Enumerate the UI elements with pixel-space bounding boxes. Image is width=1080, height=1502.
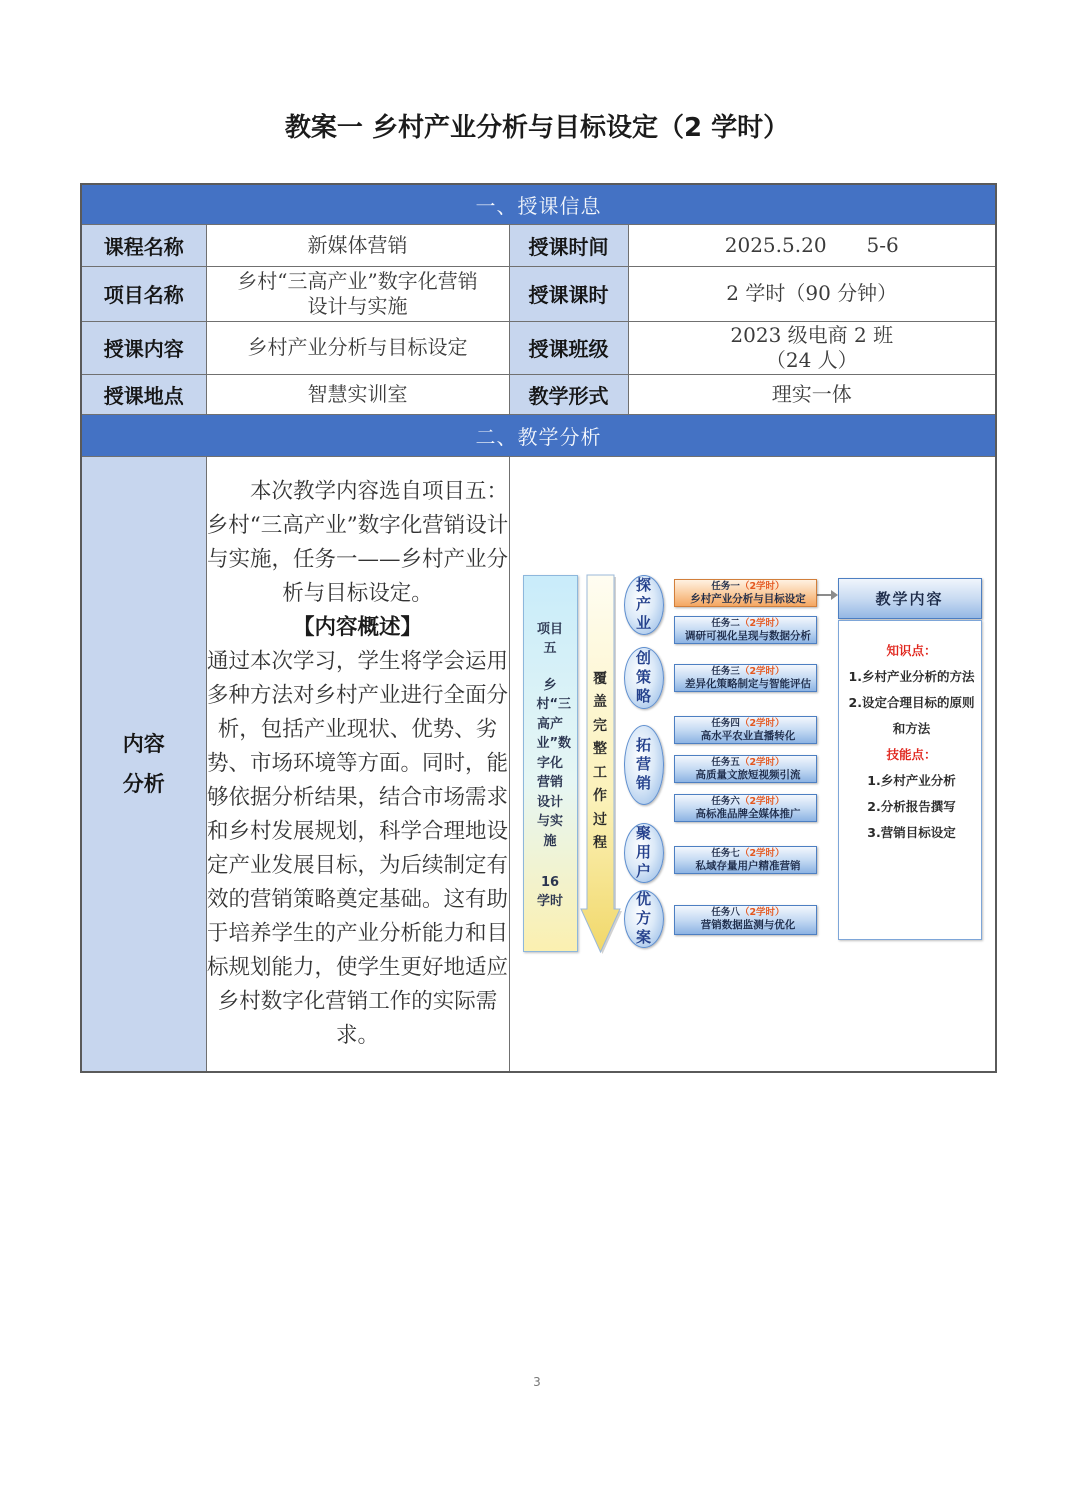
task-1-hours: （2学时） [739,580,785,592]
project-code-block [524,620,577,659]
task-3-hours: （2学时） [739,665,785,677]
location-value: 智慧实训室 [206,374,509,414]
course-name-value: 新媒体营销 [206,224,509,266]
time-label: 授课时间 [509,224,628,266]
task-2-hours: （2学时） [739,617,785,629]
phase-oval-5 [624,890,664,948]
knowledge-heading: 知识点： [886,642,937,658]
project-name-value: 乡村“三高产业”数字化营销 设计与实施 [206,266,509,321]
task-structure-diagram-cell [509,456,996,1072]
time-value: 2025.5.20 5-6 [628,224,996,266]
task-2-label: 任务二 [711,617,740,629]
project-code: 项目五 [536,621,563,656]
task-5-hours: （2学时） [739,756,785,768]
task-4-label: 任务四 [711,717,740,729]
task-box-5 [674,755,817,783]
phase-oval-2 [624,647,664,709]
info-row-course [81,224,996,266]
class-value: 2023 级电商 2 班 （24 人） [628,321,996,374]
section-header-teaching-info: 一、授课信息 [81,184,996,224]
location-label: 授课地点 [81,374,206,414]
skill-item: 2.分析报告撰写 [867,798,956,814]
skill-item: 1.乡村产业分析 [867,772,956,788]
task-box-1 [674,579,817,607]
content-value: 乡村产业分析与目标设定 [206,321,509,374]
course-name-label: 课程名称 [81,224,206,266]
page-number: 3 [533,1375,541,1389]
task-structure-diagram [510,457,996,1071]
task-8-heading [681,907,816,919]
task-8-name: 营销数据监测与优化 [700,918,796,931]
project-box [523,575,578,952]
content-label: 授课内容 [81,321,206,374]
task-8-hours: （2学时） [739,906,785,918]
task-box-8 [674,905,817,935]
task-3-heading [681,666,816,678]
info-row-content [81,321,996,374]
info-row-location [81,374,996,414]
task-box-6 [674,794,817,822]
task-1-name: 乡村产业分析与目标设定 [690,592,806,605]
class-label: 授课班级 [509,321,628,374]
section-header-row [81,414,996,456]
task-5-heading [681,757,816,769]
connector-arrowhead [831,590,838,600]
project-name-block [524,676,577,852]
section-header-row [81,184,996,224]
task-5-name: 高质量文旅短视频引流 [695,768,801,781]
phase-oval-1 [624,575,664,635]
task-box-7 [674,846,817,874]
lesson-plan-table [80,183,997,1073]
content-analysis-label: 内容分析 [122,731,165,796]
phase-3-label: 拓营销 [636,736,652,792]
task-4-hours: （2学时） [739,717,785,729]
phase-4-label: 聚用户 [636,824,652,880]
analysis-intro: 本次教学内容选自项目五：乡村“三高产业”数字化营销设计与实施，任务一——乡村产业分析与目标设定。 [206,478,509,606]
teaching-content-header: 教学内容 [838,578,982,619]
section-header-teaching-analysis: 二、教学分析 [81,414,996,456]
task-6-heading [681,796,816,808]
phase-oval-4 [624,823,664,883]
task-6-hours: （2学时） [739,795,785,807]
process-arrow-label-block [587,668,614,856]
teaching-content-list [838,620,982,940]
phase-5-label: 优方案 [636,890,652,946]
info-row-project [81,266,996,321]
overview-heading: 【内容概述】 [292,614,422,640]
process-arrow-label: 覆盖完整工作过程 [593,670,607,851]
task-8-label: 任务八 [711,906,740,918]
task-7-label: 任务七 [711,847,740,859]
phase-2-label: 创策略 [636,649,652,705]
task-4-name: 高水平农业直播转化 [700,729,796,742]
task-7-name: 私域存量用户精准营销 [695,859,801,872]
hours-label: 授课课时 [509,266,628,321]
phase-1-label: 探产业 [636,576,652,632]
task-7-hours: （2学时） [739,847,785,859]
task-4-heading [681,718,816,730]
overview-paragraph: 通过本次学习，学生将学会运用多种方法对乡村产业进行全面分析，包括产业现状、优势、劣势、市场环境等方面。同时，能够依据分析结果，结合市场需求和乡村发展规划，科学合理地设定产业发展目标，为后续制定有效的营销策略奠定基础。这有助于培养学生的产业分析能力和目标规划能力，使学生更好地适应乡村数字化营销工作的实际需求。 [206,648,508,1048]
task-box-2 [674,616,817,644]
knowledge-item: 2.设定合理目标的原则和方法 [848,694,975,736]
phase-oval-3 [624,725,664,805]
form-label: 教学形式 [509,374,628,414]
skills-heading: 技能点： [886,746,937,762]
content-analysis-label-cell [81,456,206,1072]
task-3-label: 任务三 [711,665,740,677]
task-6-name: 高标准品牌全媒体推广 [695,807,801,820]
hours-value: 2 学时（90 分钟） [628,266,996,321]
knowledge-item: 1.乡村产业分析的方法 [848,668,975,684]
analysis-row [81,456,996,1072]
form-value: 理实一体 [628,374,996,414]
skill-item: 3.营销目标设定 [867,824,956,840]
task-3-name: 差异化策略制定与智能评估 [685,677,811,690]
project-name: 乡村“三高产业”数字化营销设计与实施 [536,677,572,849]
task-7-heading [681,848,816,860]
content-analysis-text [206,456,509,1072]
project-hours-block [524,873,577,912]
task-1-heading [681,581,816,593]
task-5-label: 任务五 [711,756,740,768]
task-box-4 [674,716,817,744]
task-box-3 [674,664,817,692]
task-2-heading [681,618,816,630]
task-2-name: 调研可视化呈现与数据分析 [685,629,811,642]
project-hours: 16学时 [536,874,563,909]
project-name-label: 项目名称 [81,266,206,321]
task-6-label: 任务六 [711,795,740,807]
task-1-label: 任务一 [711,580,740,592]
document-title: 教案一 乡村产业分析与目标设定（2 学时） [284,113,790,143]
